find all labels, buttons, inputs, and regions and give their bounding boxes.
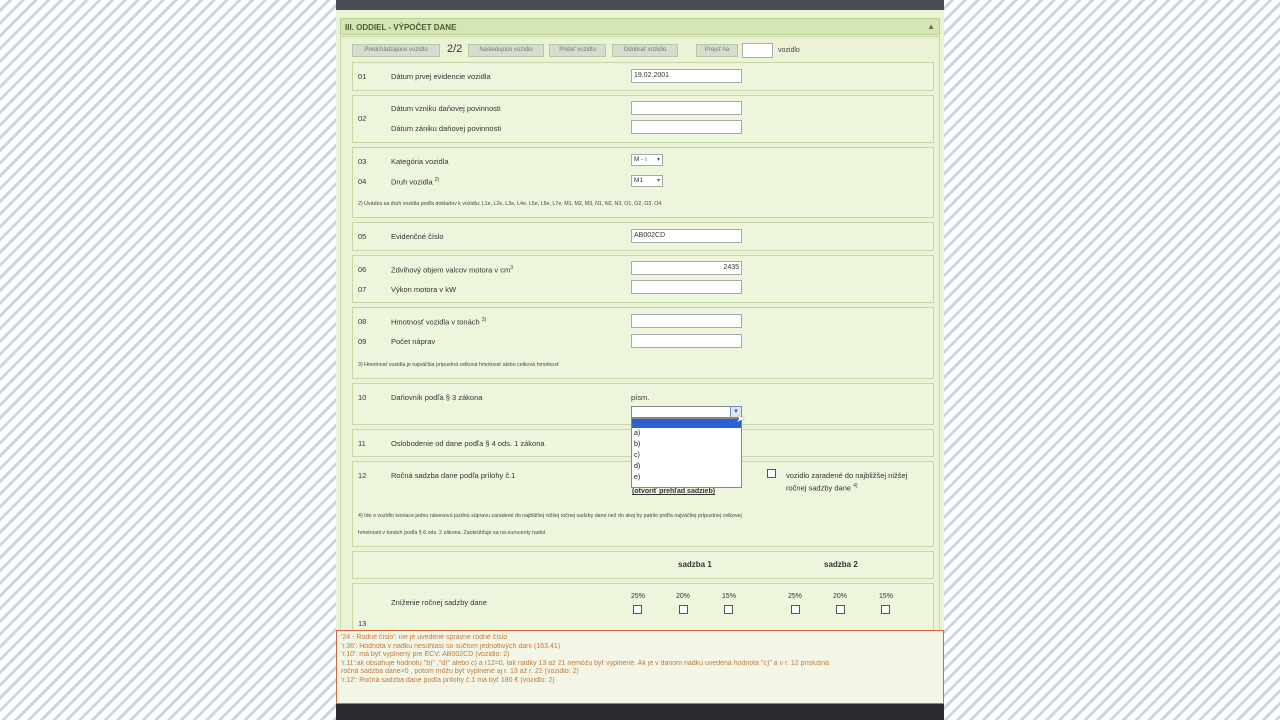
rate-1-header: sadzba 1: [678, 560, 712, 569]
footnote-4-line1: 4) Ide o vozidlo tvoriace jednu návesovú jazdnú súpravu zaradené do najbližšej nižšej ročnej sadzby dane než do akej by patrilo podľa najväčšej prípustnej celkovej: [358, 513, 742, 519]
annual-rate-label: Ročná sadzba dane podľa prílohy č.1: [391, 471, 516, 480]
dropdown-option[interactable]: e): [634, 474, 641, 481]
jump-to-button[interactable]: Prejsť na: [696, 44, 738, 57]
engine-power-input[interactable]: [631, 280, 742, 294]
chevron-down-icon: ▾: [656, 157, 660, 163]
dropdown-option[interactable]: b): [634, 441, 641, 448]
bottom-bar: [336, 704, 944, 720]
row-number: 01: [358, 72, 367, 81]
row-number: 09: [358, 337, 367, 346]
rate2-20-label: 20%: [833, 593, 848, 600]
engine-displacement-label: Zdvihový objem valcov motora v $cm^3$: [391, 265, 513, 275]
rate1-15-label: 15%: [722, 593, 737, 600]
dropdown-option[interactable]: c): [634, 452, 640, 459]
rate2-20-checkbox[interactable]: [836, 605, 845, 614]
taxpayer-type-label: Daňovník podľa § 3 zákona: [391, 393, 483, 402]
footnote-3: 3) Hmotnosť vozidla je najväčšia prípustná celková hmotnosť alebo celková hmotnosť: [358, 362, 559, 368]
axle-count-label: Počet náprav: [391, 337, 436, 346]
row-number: 08: [358, 317, 367, 326]
rate2-15-label: 15%: [879, 593, 894, 600]
section-title: III. ODDIEL - VÝPOČET DANE: [345, 23, 457, 32]
row-number: 13: [358, 619, 367, 628]
registration-number-label: Evidenčné číslo: [391, 232, 444, 241]
mouse-pointer-icon: ➤: [736, 413, 746, 425]
first-registration-date-input[interactable]: 19.02.2001: [631, 69, 742, 83]
row-number: 05: [358, 232, 367, 241]
taxpayer-letter-dropdown-list: [631, 418, 742, 488]
jump-suffix-label: vozidlo: [778, 47, 800, 54]
footnote-2: 2) Uvádza sa druh vozidla podľa dokladov k vozidlu: L1e, L2e, L3e, L4e, L5e, L6e, L7e, M1, M2, M3, N1, N2, N3, O1, O2, O3, O4: [358, 201, 662, 207]
error-message: 'r.36': Hodnota v riadku nesúhlasí so súčtom jednotlivých daní (163.41): [341, 642, 561, 650]
error-message: 'r.10': má byť vyplnený pre EČV: AB002CD (vozidlo: 2): [341, 651, 510, 658]
tax-liability-end-label: Dátum zániku daňovej povinnosti: [391, 124, 502, 133]
lower-rate-checkbox[interactable]: [767, 469, 776, 478]
error-message: ročná sadzba dane>0 , potom môžu byť vyplnené aj r. 13 až r. 21 (vozidlo: 2): [341, 668, 579, 675]
rate1-20-label: 20%: [676, 593, 691, 600]
dropdown-option[interactable]: a): [634, 430, 641, 437]
rate2-25-label: 25%: [788, 593, 803, 600]
dropdown-option[interactable]: d): [634, 463, 641, 470]
vehicle-category-label: Kategória vozidla: [391, 157, 449, 166]
pager-indicator: 2/2: [447, 43, 463, 55]
add-vehicle-button[interactable]: Pridať vozidlo: [549, 44, 606, 57]
tax-liability-end-input[interactable]: [631, 120, 742, 134]
vehicle-weight-label: Hmotnosť vozidla v tonách $^{3)}$: [391, 317, 487, 327]
rate1-15-checkbox[interactable]: [724, 605, 733, 614]
form-window: [336, 0, 944, 720]
tax-liability-start-label: Dátum vzniku daňovej povinnosti: [391, 104, 501, 113]
rate1-25-checkbox[interactable]: [633, 605, 642, 614]
rate2-25-checkbox[interactable]: [791, 605, 800, 614]
rate1-25-label: 25%: [631, 593, 646, 600]
error-message: 'r.12': Ročná sadzba dane podľa prílohy č.1 má byť 180 € (vozidlo: 2): [341, 676, 555, 684]
error-message: '24 - Rodné číslo': nie je uvedené správne rodné číslo: [341, 634, 508, 641]
tax-exemption-label: Oslobodenie od dane podľa § 4 ods. 1 zákona: [391, 439, 545, 448]
top-bar: [336, 0, 944, 10]
open-rates-overview-link[interactable]: (otvoriť prehľad sadzieb): [632, 488, 716, 495]
chevron-down-icon: ▾: [656, 178, 660, 184]
axle-count-input[interactable]: [631, 334, 742, 348]
engine-displacement-input[interactable]: 2435: [631, 261, 742, 275]
rate1-20-checkbox[interactable]: [679, 605, 688, 614]
prev-vehicle-button[interactable]: Predchádzajúce vozidlo: [352, 44, 440, 57]
vehicle-category-select[interactable]: M - ι ▾: [631, 154, 663, 166]
next-vehicle-button[interactable]: Nasledujúce vozidlo: [468, 44, 544, 57]
vehicle-type-label: Druh vozidla $^{2)}$: [391, 177, 440, 187]
vehicle-type-select[interactable]: M1 ▾: [631, 175, 663, 187]
chevron-down-icon[interactable]: ▾: [730, 406, 742, 418]
first-registration-label: Dátum prvej evidencie vozidla: [391, 72, 491, 81]
footnote-4-line2: hmotnosti v tonách podľa § 6 ods. 2 zákona. Zaokrúhľuje sa na eurocenty nadol.: [358, 530, 547, 536]
row-number: 02: [358, 114, 367, 123]
tax-liability-start-input[interactable]: [631, 101, 742, 115]
chevron-up-icon[interactable]: ▲: [927, 22, 935, 31]
row-number: 12: [358, 471, 367, 480]
row-number: 06: [358, 265, 367, 274]
error-message: 'r.11':ak obsahuje hodnotu "b)" ,"d)" alebo c) a r12=0, tak riadky 13 až 21 nemôžu byť vyplnené. Ak je v danom riadku uvedená hodnota "c)" a v r. 12 príslušná: [341, 659, 830, 667]
validation-errors-panel: [336, 630, 944, 704]
rate-reduction-label: Zníženie ročnej sadzby dane: [391, 598, 487, 607]
row-number: 10: [358, 393, 367, 402]
rate2-15-checkbox[interactable]: [881, 605, 890, 614]
registration-number-input[interactable]: AB002CD: [631, 229, 742, 243]
rate-2-header: sadzba 2: [824, 560, 858, 569]
row-number: 04: [358, 177, 367, 186]
letter-label: písm.: [631, 393, 650, 402]
engine-power-label: Výkon motora v kW: [391, 285, 457, 294]
dropdown-option-blank[interactable]: [632, 419, 741, 428]
vehicle-weight-input[interactable]: [631, 314, 742, 328]
row-number: 07: [358, 285, 367, 294]
section-header[interactable]: [340, 18, 940, 35]
row-number: 11: [358, 439, 366, 448]
lower-rate-checkbox-label: vozidlo zaradené do najbližšej nižšej ročnej sadzby dane $^{4)}$: [786, 471, 908, 493]
jump-vehicle-input[interactable]: [742, 43, 773, 58]
remove-vehicle-button[interactable]: Odobrať vozidlo: [612, 44, 678, 57]
row-number: 03: [358, 157, 367, 166]
taxpayer-letter-select[interactable]: [631, 406, 742, 418]
